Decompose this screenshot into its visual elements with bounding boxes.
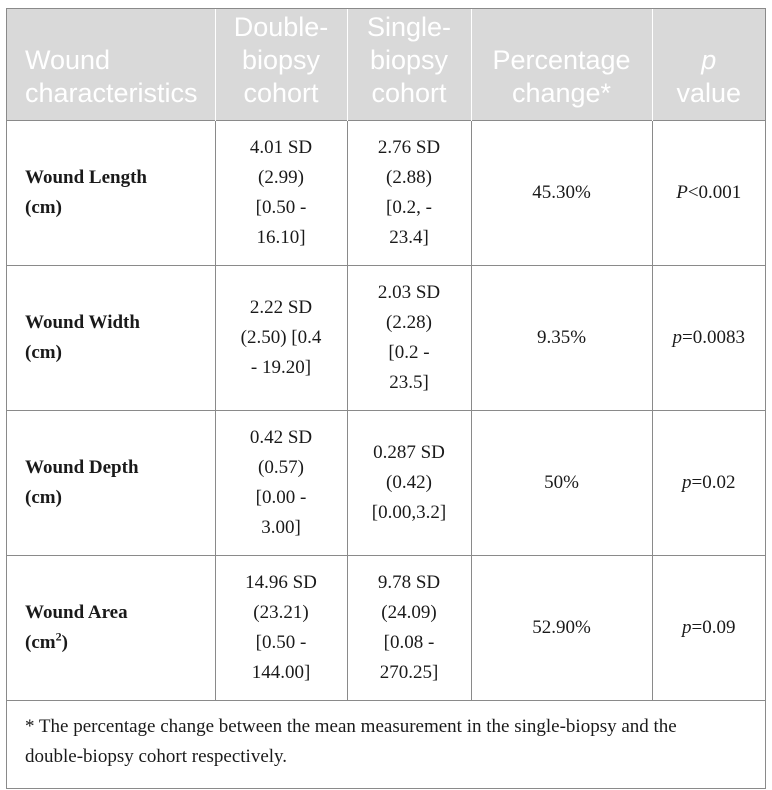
table-row — [7, 120, 765, 265]
cell-line: [0.00,3.2] — [371, 501, 447, 523]
cell-double-biopsy — [215, 120, 347, 265]
row-label-line: Wound Length — [25, 166, 147, 188]
p-symbol: p — [682, 616, 692, 638]
unit-close: ) — [61, 631, 68, 653]
header-wound-characteristics — [7, 9, 215, 120]
cell-line: 0.42 SD — [249, 426, 313, 448]
cell-percentage-change: 9.35% — [471, 265, 652, 410]
p-value-text: =0.09 — [691, 616, 736, 638]
header-line: Single- — [366, 11, 452, 42]
cell-percentage-change: 50% — [471, 410, 652, 555]
cell-line: (0.42) — [386, 471, 432, 493]
cell-line: [0.50 - — [255, 631, 307, 653]
cell-line: (24.09) — [381, 601, 437, 623]
cell-p-value — [652, 265, 765, 410]
table-row — [7, 555, 765, 700]
row-label-wound-depth — [7, 410, 215, 555]
data-table — [6, 8, 766, 789]
header-double-biopsy-cohort — [215, 9, 347, 120]
cell-double-biopsy — [215, 410, 347, 555]
cell-line: 4.01 SD — [249, 136, 313, 158]
cell-percentage-change: 52.90% — [471, 555, 652, 700]
header-line: p — [701, 44, 717, 75]
cell-line: 0.287 SD — [373, 441, 445, 463]
cell-line: 270.25] — [379, 661, 439, 683]
cell-percentage-change: 45.30% — [471, 120, 652, 265]
cell-line: [0.2 - — [388, 341, 430, 363]
row-label-line: Wound Width — [25, 311, 140, 333]
cell-line: [0.08 - — [383, 631, 435, 653]
table-row — [7, 265, 765, 410]
cell-line: 23.4] — [389, 226, 429, 248]
p-symbol: p — [672, 326, 683, 348]
cell-line: 2.76 SD — [377, 136, 441, 158]
cell-line: 144.00] — [251, 661, 311, 683]
cell-line: [0.2, - — [386, 196, 432, 218]
cell-p-value — [652, 120, 765, 265]
table-row — [7, 410, 765, 555]
row-label-wound-width — [7, 265, 215, 410]
cell-line: 14.96 SD — [245, 571, 317, 593]
header-line: characteristics — [25, 77, 198, 108]
header-line: Wound — [25, 44, 111, 75]
header-line: biopsy — [241, 44, 321, 75]
cell-line: [0.50 - — [255, 196, 307, 218]
cell-line: - 19.20] — [250, 356, 312, 378]
unit-text: (cm — [25, 631, 56, 653]
header-line: change* — [511, 77, 612, 108]
cell-line: (0.57) — [258, 456, 304, 478]
cell-single-biopsy — [347, 120, 471, 265]
cell-p-value — [652, 555, 765, 700]
row-label-wound-length — [7, 120, 215, 265]
cell-line: (2.88) — [386, 166, 432, 188]
header-line: Percentage — [492, 44, 631, 75]
header-line: biopsy — [369, 44, 449, 75]
p-value-text: <0.001 — [687, 181, 742, 203]
footnote-line: double-biopsy cohort respectively. — [25, 746, 288, 767]
cell-single-biopsy — [347, 555, 471, 700]
header-single-biopsy-cohort — [347, 9, 471, 120]
row-label-wound-area — [7, 555, 215, 700]
header-row — [7, 9, 765, 120]
cell-line: 3.00] — [261, 516, 301, 538]
cell-line: (2.99) — [258, 166, 304, 188]
unit-superscript: 2 — [55, 629, 62, 644]
row-label-line: (cm) — [25, 486, 62, 508]
p-value-text: =0.0083 — [682, 326, 745, 348]
row-label-line: Wound Depth — [25, 456, 139, 478]
row-label-line: Wound Area — [25, 601, 128, 623]
cell-single-biopsy — [347, 410, 471, 555]
cell-line: 16.10] — [256, 226, 306, 248]
footnote-line: * The percentage change between the mean measurement in the single-biopsy and the — [25, 716, 677, 737]
cell-single-biopsy — [347, 265, 471, 410]
p-symbol: P — [676, 181, 688, 203]
header-line: value — [676, 77, 742, 108]
cell-line: 2.22 SD — [249, 296, 313, 318]
header-percentage-change — [471, 9, 652, 120]
cell-line: (2.50) [0.4 — [240, 326, 322, 348]
row-label-line: (cm) — [25, 341, 62, 363]
header-p-value — [652, 9, 765, 120]
row-label-line: (cm) — [25, 196, 62, 218]
header-line: cohort — [371, 77, 447, 108]
cell-line: [0.00 - — [255, 486, 307, 508]
cell-line: (23.21) — [253, 601, 309, 623]
cell-line: 9.78 SD — [377, 571, 441, 593]
cell-double-biopsy — [215, 265, 347, 410]
cell-p-value — [652, 410, 765, 555]
header-line: cohort — [243, 77, 319, 108]
wound-characteristics-table — [7, 9, 765, 700]
row-label-line — [25, 628, 209, 658]
cell-line: (2.28) — [386, 311, 432, 333]
cell-double-biopsy — [215, 555, 347, 700]
p-value-text: =0.02 — [691, 471, 736, 493]
cell-line: 23.5] — [389, 371, 429, 393]
header-line: Double- — [233, 11, 329, 42]
table-footnote — [7, 700, 765, 788]
cell-line: 2.03 SD — [377, 281, 441, 303]
p-symbol: p — [682, 471, 692, 493]
